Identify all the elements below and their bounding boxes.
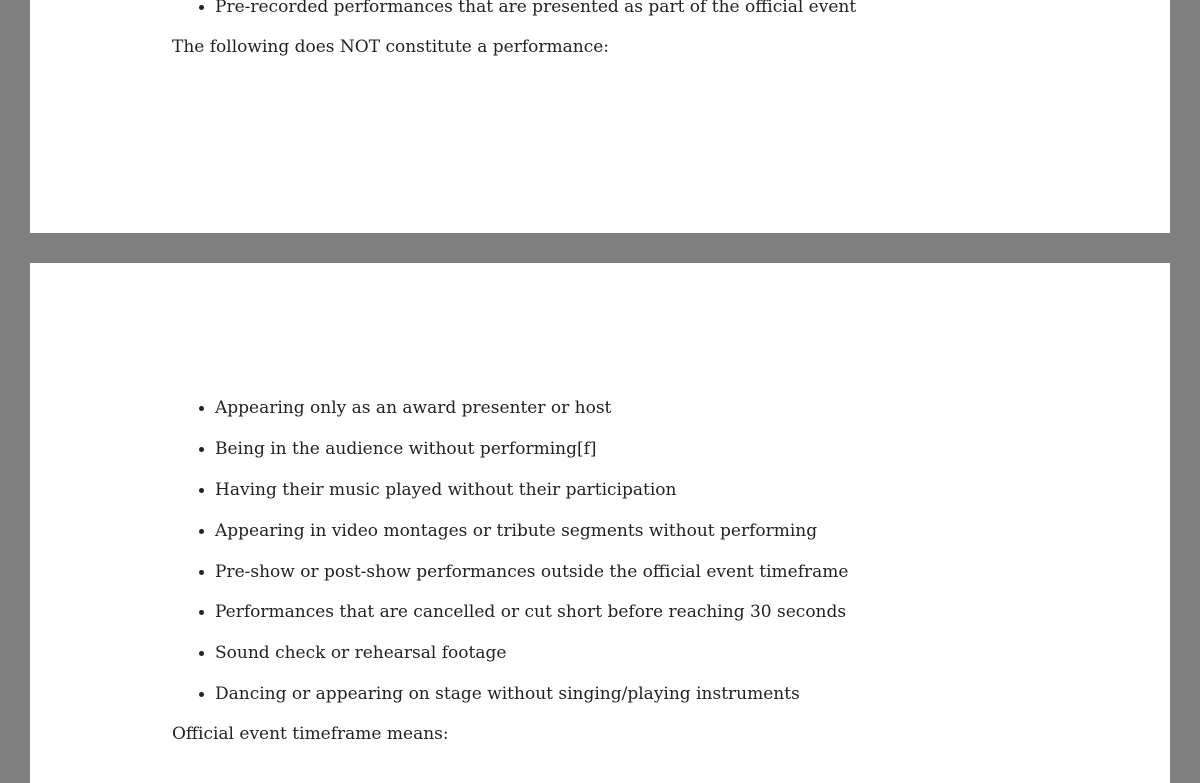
performance-list-continued — [172, 0, 856, 38]
not-performance-list — [172, 398, 848, 725]
list-item: • Dancing or appearing on stage without singing/playing instruments — [215, 684, 848, 704]
list-item: • Appearing only as an award presenter or host — [215, 398, 848, 418]
list-item: • Appearing in video montages or tribute segments without performing — [215, 521, 848, 541]
list-item: • Pre-recorded performances that are presented as part of the official event — [215, 0, 856, 17]
list-item: • Pre-show or post-show performances outside the official event timeframe — [215, 562, 848, 582]
document-page-2 — [30, 263, 1170, 783]
document-page-1 — [30, 0, 1170, 233]
list-item: • Sound check or rehearsal footage — [215, 643, 848, 663]
list-item: • Having their music played without their participation — [215, 480, 848, 500]
list-item: • Being in the audience without performing[f] — [215, 439, 848, 459]
list-item: • Performances that are cancelled or cut short before reaching 30 seconds — [215, 602, 848, 622]
not-performance-heading: The following does NOT constitute a performance: — [172, 37, 610, 57]
official-event-timeframe-paragraph: Official event timeframe means: — [172, 724, 449, 744]
